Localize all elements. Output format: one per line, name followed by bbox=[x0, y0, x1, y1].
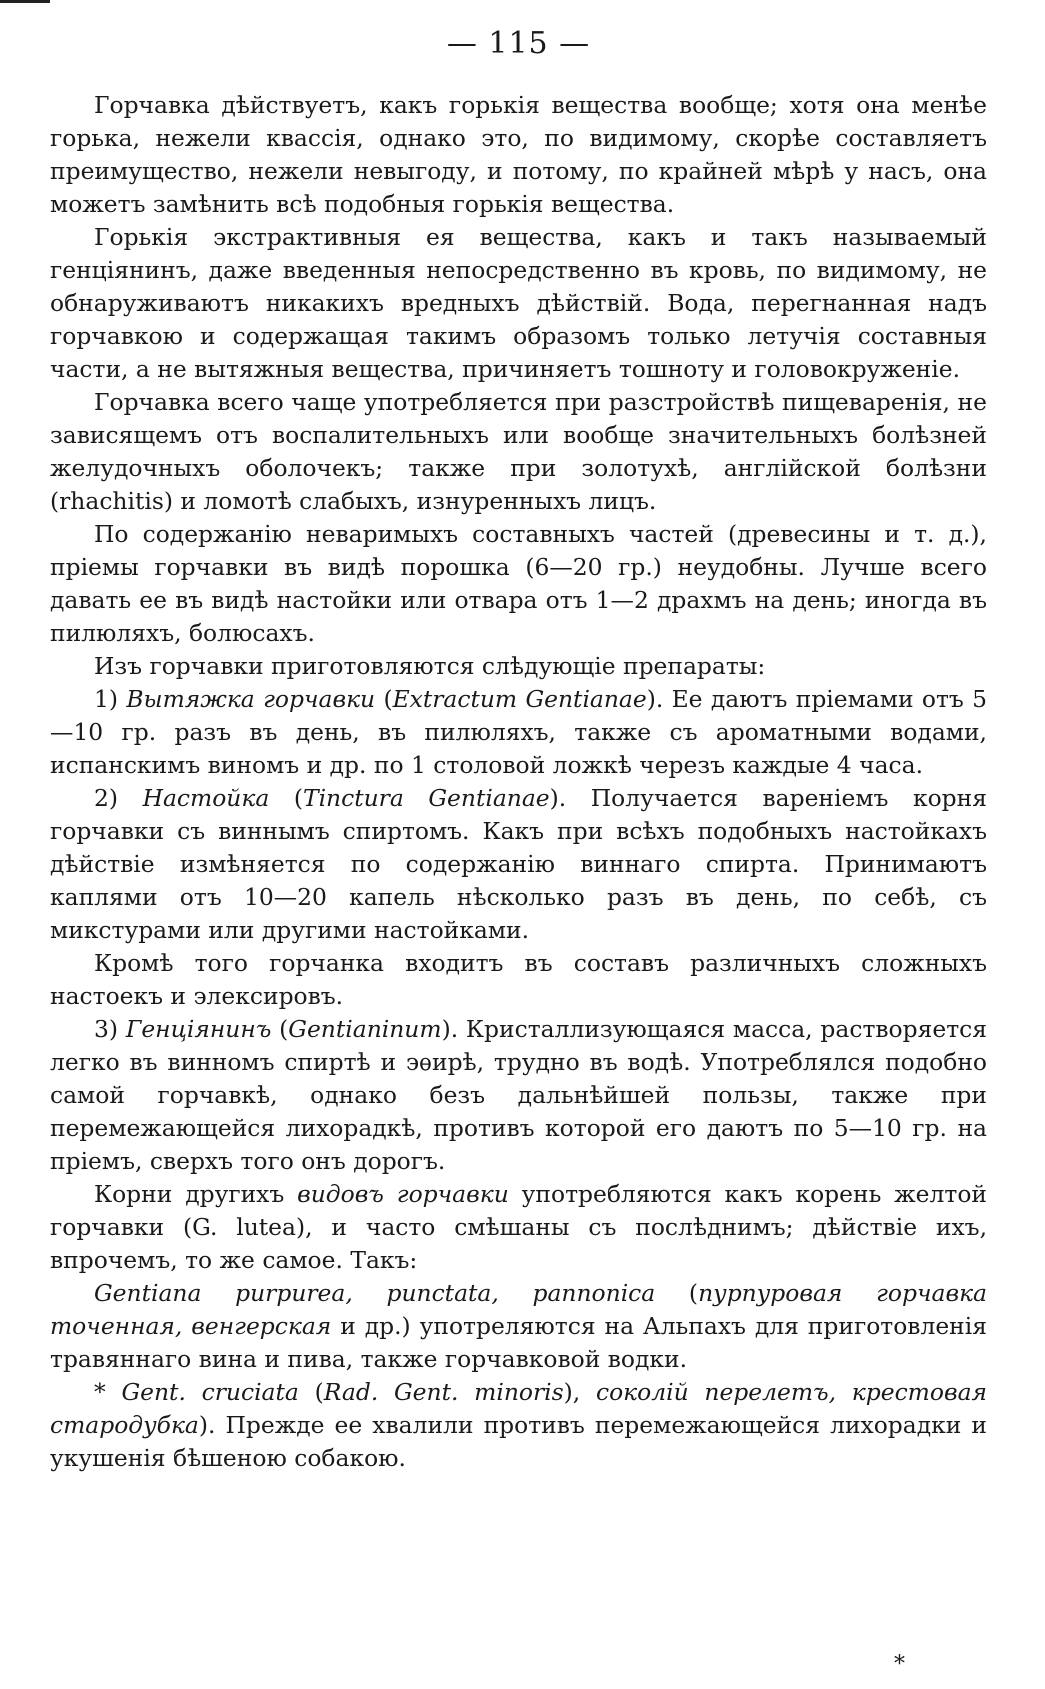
text-run: * bbox=[94, 1378, 122, 1406]
italic-run: Rad. Gent. minoris bbox=[323, 1378, 564, 1406]
text-run: ). Прежде ее хвалили противъ перемежающейся лихорадки и укушенія бѣшеною собакою. bbox=[50, 1411, 987, 1472]
text-run: Горчавка всего чаще употребляется при разстройствѣ пищеваренія, не зависящемъ отъ воспалительныхъ или вообще значительныхъ болѣзней желудочныхъ оболочекъ; также при золотухѣ, англійской болѣзни (rhachitis) и ломотѣ слабыхъ, изнуренныхъ лицъ. bbox=[50, 388, 987, 515]
text-run: ( bbox=[269, 784, 303, 812]
paragraph bbox=[50, 89, 987, 221]
text-run: ). Ее даютъ пріемами отъ 5—10 гр. разъ въ день, въ пилюляхъ, также съ ароматными водами, испанскимъ виномъ и др. по 1 столовой ложкѣ черезъ каждые 4 часа. bbox=[50, 685, 987, 779]
paragraph bbox=[50, 386, 987, 518]
italic-run: Gentianinum bbox=[288, 1015, 442, 1043]
italic-run: Gent. cruciata bbox=[121, 1378, 299, 1406]
text-run: ( bbox=[375, 685, 393, 713]
paragraph bbox=[50, 782, 987, 947]
paragraph bbox=[50, 683, 987, 782]
paragraph bbox=[50, 221, 987, 386]
italic-run: соколій перелетъ, крестовая стародубка bbox=[50, 1378, 987, 1439]
page-edge-mark bbox=[0, 0, 50, 3]
text-run: ). Получается вареніемъ корня горчавки съ виннымъ спиртомъ. Какъ при всѣхъ подобныхъ настойкахъ дѣйствіе измѣняется по содержанію виннаго спирта. Принимаютъ каплями отъ 10—20 капель нѣсколько разъ въ день, по себѣ, съ микстурами или другими настойками. bbox=[50, 784, 988, 944]
text-run: Горчавка дѣйствуетъ, какъ горькія вещества вообще; хотя она менѣе горька, нежели квассія, однако это, по видимому, скорѣе составляетъ преимущество, нежели невыгоду, и потому, по крайней мѣрѣ у насъ, она можетъ замѣнить всѣ подобныя горькія вещества. bbox=[50, 91, 987, 218]
italic-run: пурпуровая горчавка точенная, венгерская bbox=[50, 1279, 987, 1340]
italic-run: Tinctura Gentianae bbox=[302, 784, 550, 812]
text-run: и др.) употреляются на Альпахъ для приготовленія травяннаго вина и пива, также горчавковой водки. bbox=[50, 1312, 987, 1373]
text-run: ( bbox=[298, 1378, 324, 1406]
paragraph bbox=[50, 1376, 987, 1475]
page-number: — 115 — bbox=[446, 26, 591, 61]
text-run: 3) bbox=[94, 1015, 126, 1043]
text-run: употребляются какъ корень желтой горчавки (G. lutea), и часто смѣшаны съ послѣднимъ; дѣйствіе ихъ, впрочемъ, то же самое. Такъ: bbox=[50, 1180, 987, 1274]
text-run: ), bbox=[563, 1378, 596, 1406]
text-run: По содержанію неваримыхъ составныхъ частей (древесины и т. д.), пріемы горчавки въ видѣ порошка (6—20 гр.) неудобны. Лучше всего давать ее въ видѣ настойки или отвара отъ 1—2 драхмъ на день; иногда въ пилюляхъ, болюсахъ. bbox=[50, 520, 987, 647]
paragraph bbox=[50, 1178, 987, 1277]
italic-run: Gentiana purpurea, punctata, pannonica bbox=[94, 1279, 656, 1307]
paragraph bbox=[50, 518, 987, 650]
paragraph bbox=[50, 650, 987, 683]
text-run: Корни другихъ bbox=[94, 1180, 298, 1208]
paragraph bbox=[50, 947, 987, 1013]
italic-run: Вытяжка горчавки bbox=[126, 685, 376, 713]
italic-run: Генціянинъ bbox=[125, 1015, 272, 1043]
text-run: ). Кристаллизующаяся масса, растворяется легко въ винномъ спиртѣ и эѳирѣ, трудно въ водѣ. Употреблялся подобно самой горчавкѣ, однако безъ дальнѣйшей пользы, также при перемежающейся лихорадкѣ, противъ которой его даютъ по 5—10 гр. на пріемъ, сверхъ того онъ дорогъ. bbox=[50, 1015, 988, 1175]
italic-run: Настойка bbox=[142, 784, 270, 812]
body-text bbox=[50, 89, 987, 1475]
text-run: Кромѣ того горчанка входитъ въ составъ различныхъ сложныхъ настоекъ и элексировъ. bbox=[50, 949, 987, 1010]
text-run: Изъ горчавки приготовляются слѣдующіе препараты: bbox=[94, 652, 766, 680]
italic-run: Extractum Gentianae bbox=[392, 685, 647, 713]
paragraph bbox=[50, 1277, 987, 1376]
paragraph bbox=[50, 1013, 987, 1178]
text-run: ( bbox=[655, 1279, 699, 1307]
text-run: 2) bbox=[94, 784, 143, 812]
stray-mark: * bbox=[894, 1652, 905, 1677]
text-run: 1) bbox=[94, 685, 127, 713]
italic-run: видовъ горчавки bbox=[297, 1180, 509, 1208]
text-run: ( bbox=[271, 1015, 289, 1043]
text-run: Горькія экстрактивныя ея вещества, какъ и такъ называемый генціянинъ, даже введенныя непосредственно въ кровь, по видимому, не обнаруживаютъ никакихъ вредныхъ дѣйствій. Вода, перегнанная надъ горчавкою и содержащая такимъ образомъ только летучія составныя части, а не вытяжныя вещества, причиняетъ тошноту и головокруженіе. bbox=[50, 223, 987, 383]
